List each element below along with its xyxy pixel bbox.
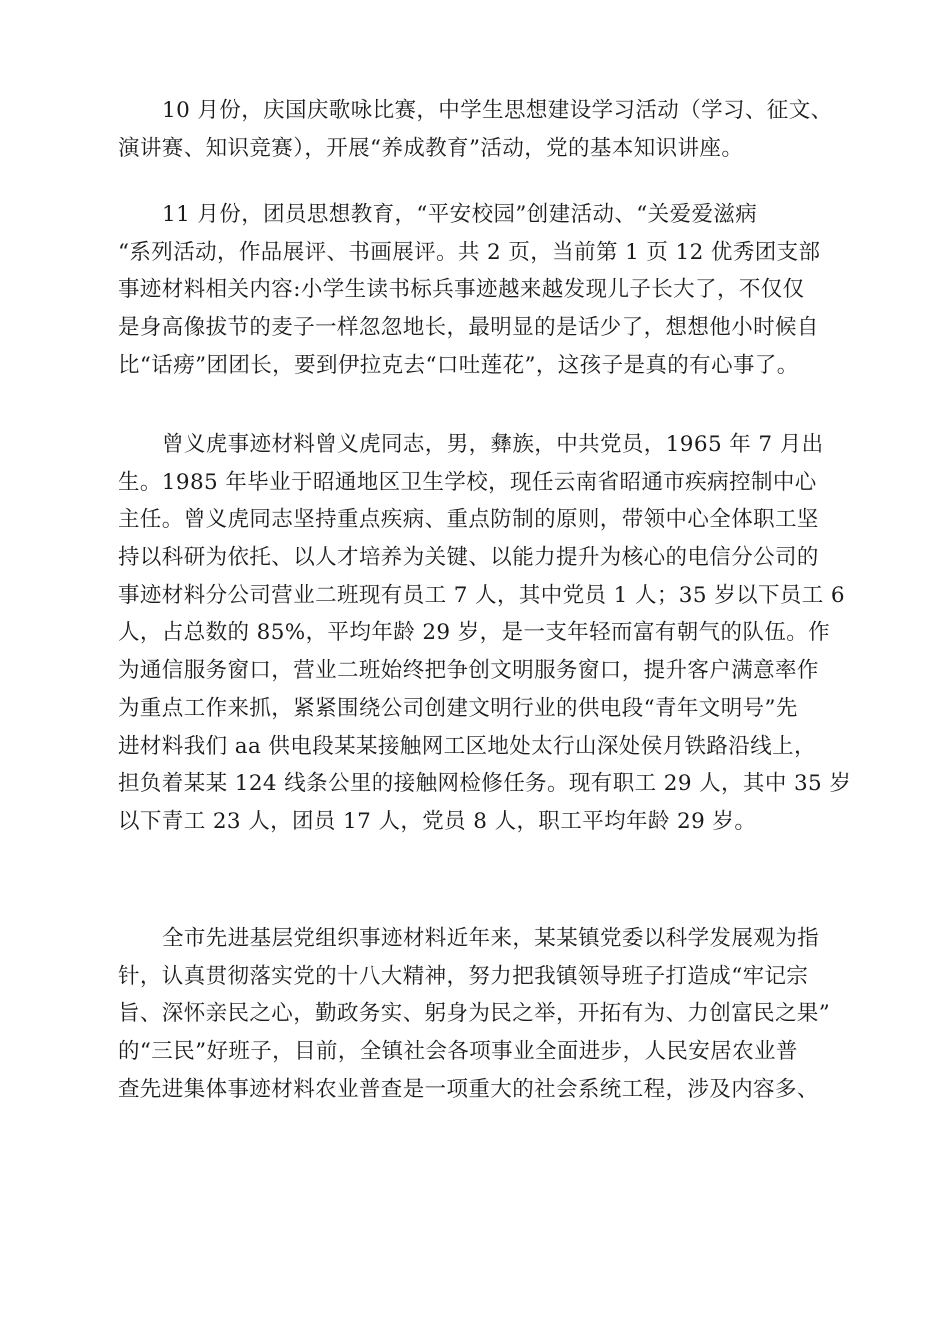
text-line: 为重点工作来抓，紧紧围绕公司创建文明行业的供电段“青年文明号”先 (118, 695, 798, 721)
paragraph-october-activities (118, 92, 838, 167)
text-line: 事迹材料相关内容:小学生读书标兵事迹越来越发现儿子长大了，不仅仅 (118, 277, 805, 303)
paragraph-party-organization (118, 920, 838, 1108)
text-line: 演讲赛、知识竞赛），开展“养成教育”活动，党的基本知识讲座。 (118, 135, 744, 161)
text-line: 比“话痨”团团长，要到伊拉克去“口吐莲花”，这孩子是真的有心事了。 (118, 352, 799, 378)
text-line: 曾义虎事迹材料曾义虎同志，男，彝族，中共党员，1965 年 7 月出 (162, 432, 824, 457)
text-line: 10 月份，庆国庆歌咏比赛，中学生思想建设学习活动（学习、征文、 (162, 98, 833, 123)
text-line: 针，认真贯彻落实党的十八大精神，努力把我镇领导班子打造成“牢记宗 (118, 963, 809, 989)
text-line: 查先进集体事迹材料农业普查是一项重大的社会系统工程，涉及内容多、 (118, 1076, 819, 1102)
text-line: 生。1985 年毕业于昭通地区卫生学校，现任云南省昭通市疾病控制中心 (118, 469, 817, 495)
text-line: 主任。曾义虎同志坚持重点疾病、重点防制的原则，带领中心全体职工坚 (118, 507, 819, 533)
paragraph-november-activities (118, 196, 838, 384)
text-line: 人，占总数的 85%，平均年龄 29 岁，是一支年轻而富有朝气的队伍。作 (118, 620, 831, 646)
text-line: 进材料我们 aa 供电段某某接触网工区地处太行山深处侯月铁路沿线上， (118, 733, 816, 759)
text-line: 担负着某某 124 线条公里的接触网检修任务。现有职工 29 人，其中 35 岁 (118, 771, 852, 797)
text-line: 事迹材料分公司营业二班现有员工 7 人，其中党员 1 人；35 岁以下员工 6 (118, 582, 846, 608)
text-line: 持以科研为依托、以人才培养为关键、以能力提升为核心的电信分公司的 (118, 545, 819, 571)
text-line: 全市先进基层党组织事迹材料近年来，某某镇党委以科学发展观为指 (162, 926, 820, 951)
text-line: 是身高像拔节的麦子一样忽忽地长，最明显的是话少了，想想他小时候自 (118, 315, 819, 341)
text-line: 以下青工 23 人，团员 17 人，党员 8 人，职工平均年龄 29 岁。 (118, 808, 757, 834)
text-line: 11 月份，团员思想教育，“平安校园”创建活动、“关爱爱滋病 (162, 202, 758, 227)
text-line: “系列活动，作品展评、书画展评。共 2 页，当前第 1 页 12 优秀团支部 (118, 239, 821, 265)
paragraph-deed-materials (118, 426, 852, 841)
text-line: 旨、深怀亲民之心，勤政务实、躬身为民之举，开拓有为、力创富民之果” (118, 1001, 831, 1027)
text-line: 为通信服务窗口，营业二班始终把争创文明服务窗口，提升客户满意率作 (118, 658, 819, 684)
text-line: 的“三民”好班子，目前，全镇社会各项事业全面进步，人民安居农业普 (118, 1039, 798, 1065)
